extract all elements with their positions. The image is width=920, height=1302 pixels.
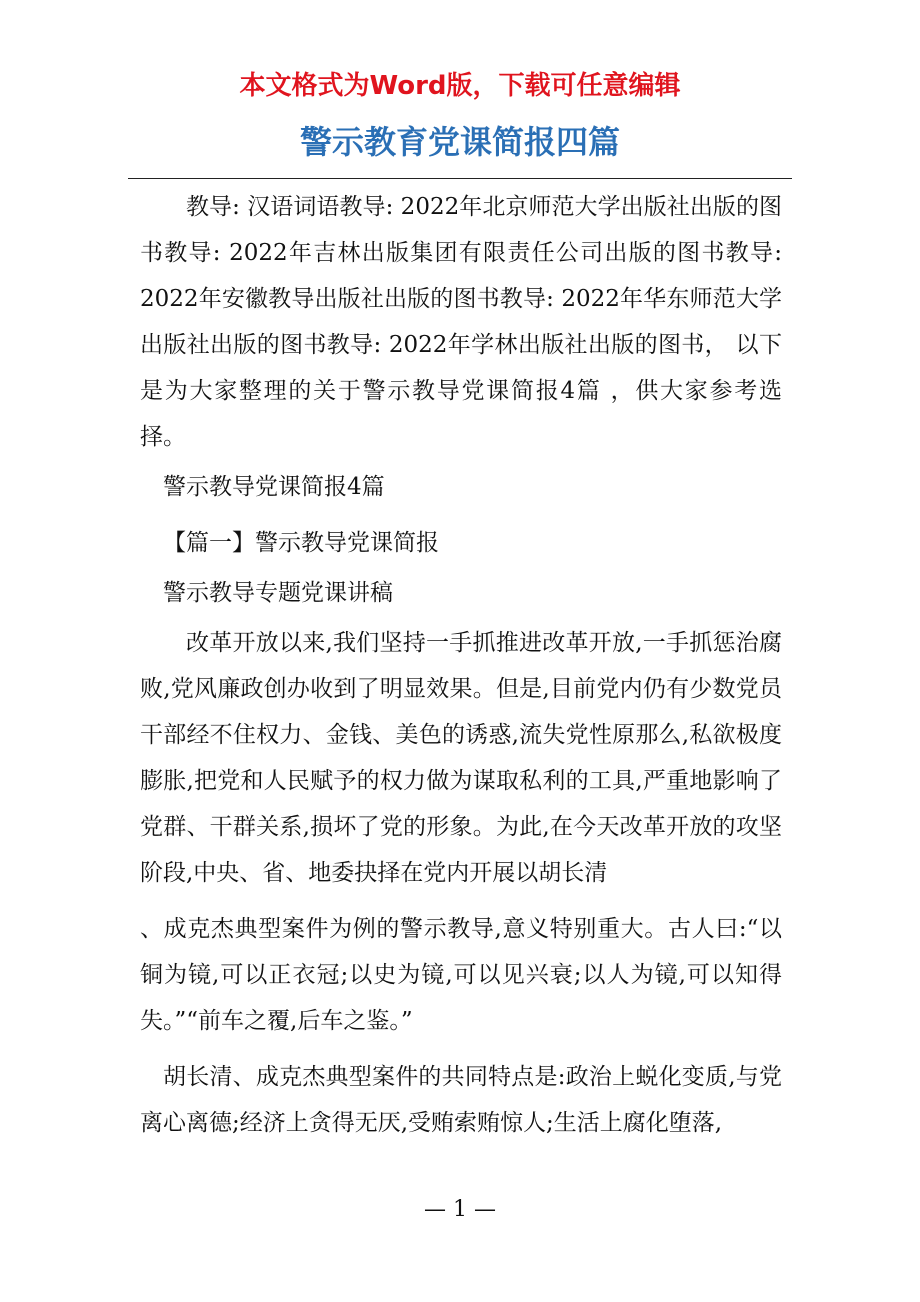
body-paragraph: 、成克杰典型案件为例的警示教导,意义特别重大。古人曰:“以铜为镜,可以正衣冠;以史为镜,可以见兴衰;以人为镜,可以知得失。”“前车之覆,后车之鉴。” (140, 916, 782, 1034)
body-paragraph: 改革开放以来,我们坚持一手抓推进改革开放,一手抓惩治腐败,党风廉政创办收到了明显效果。但是,目前党内仍有少数党员干部经不住权力、金钱、美色的诱惑,流失党性原那么,私欲极度膨胀,把党和人民赋予的权力做为谋取私利的工具,严重地影响了党群、干群关系,损坏了党的形象。为此,在今天改革开放的攻坚阶段,中央、省、地委抉择在党内开展以胡长清 (140, 630, 782, 886)
section-heading: 警示教导党课简报4篇 (163, 474, 385, 500)
page-number: — 1 — (424, 1197, 496, 1222)
article-one-subtitle: 警示教导专题党课讲稿 (163, 580, 393, 606)
document-title: 警示教育党课简报四篇 (299, 123, 620, 161)
body-paragraph: 胡长清、成克杰典型案件的共同特点是:政治上蜕化变质,与党离心离德;经济上贪得无厌,受贿索贿惊人;生活上腐化堕落, (140, 1064, 782, 1136)
intro-paragraph: 教导: 汉语词语教导: 2022年北京师范大学出版社出版的图书教导: 2022年吉林出版集团有限责任公司出版的图书教导: 2022年安徽教导出版社出版的图书教导: 2022年华东师范大学出版社出版的图书教导: 2022年学林出版社出版的图书， 以下是为大家整理的关于警示教导党课简报4篇 ，供大家参考选择。 (140, 194, 782, 450)
article-one-heading: 【篇一】警示教导党课简报 (163, 530, 439, 556)
title-divider (128, 178, 792, 179)
word-format-banner: 本文格式为Word版，下载可任意编辑 (239, 71, 681, 101)
document-body (140, 184, 782, 1146)
